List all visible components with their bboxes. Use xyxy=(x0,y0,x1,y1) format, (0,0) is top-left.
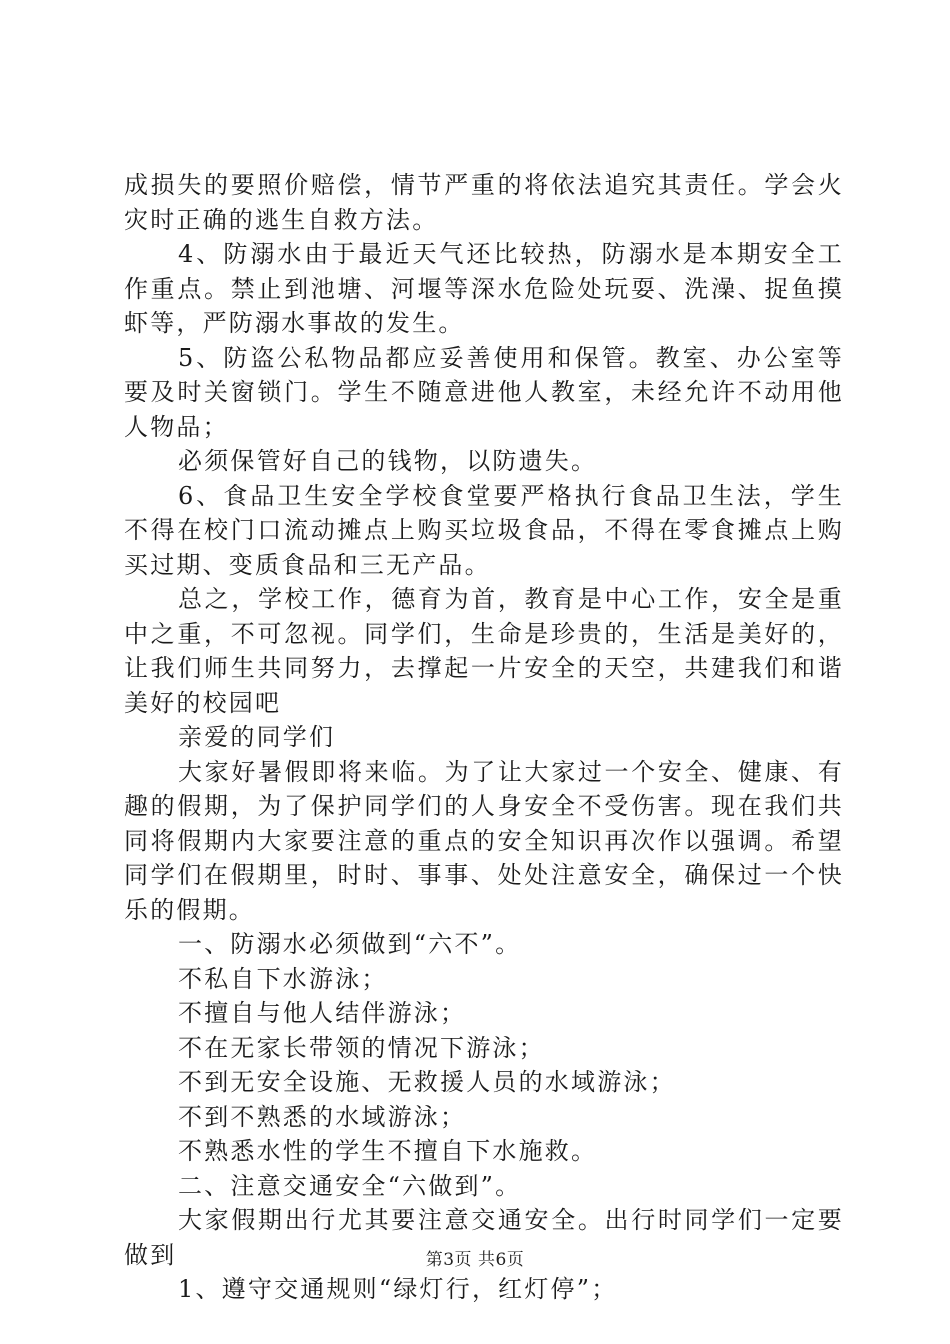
document-body xyxy=(124,168,844,1307)
paragraph-17: 大家假期出行尤其要注意交通安全。出行时同学们一定要做到 xyxy=(124,1206,844,1269)
paragraph-10: 不私自下水游泳； xyxy=(178,964,388,993)
paragraph-16: 二、注意交通安全“六做到”。 xyxy=(178,1171,522,1200)
paragraph-2: 4、防溺水由于最近天气还比较热，防溺水是本期安全工作重点。禁止到池塘、河堰等深水危险处玩耍、洗澡、捉鱼摸虾等，严防溺水事故的发生。 xyxy=(124,240,844,337)
paragraph-7: 亲爱的同学们 xyxy=(178,723,336,751)
paragraph-18: 1、遵守交通规则“绿灯行，红灯停”； xyxy=(178,1275,618,1303)
paragraph-15: 不熟悉水性的学生不擅自下水施救。 xyxy=(178,1137,598,1165)
paragraph-12: 不在无家长带领的情况下游泳； xyxy=(178,1033,545,1062)
paragraph-6: 总之，学校工作，德育为首，教育是中心工作，安全是重中之重，不可忽视。同学们，生命是珍贵的，生活是美好的，让我们师生共同努力，去撑起一片安全的天空，共建我们和谐美好的校园吧 xyxy=(124,585,844,717)
paragraph-3: 5、防盗公私物品都应妥善使用和保管。教室、办公室等要及时关窗锁门。学生不随意进他人教室，未经允许不动用他人物品； xyxy=(124,343,844,441)
paragraph-11: 不擅自与他人结伴游泳； xyxy=(178,999,467,1027)
page-number-label: 第3页 共6页 xyxy=(425,1250,525,1270)
paragraph-8: 大家好暑假即将来临。为了让大家过一个安全、健康、有趣的假期，为了保护同学们的人身安全不受伤害。现在我们共同将假期内大家要注意的重点的安全知识再次作以强调。希望同学们在假期里，时时、事事、处处注意安全，确保过一个快乐的假期。 xyxy=(124,757,844,924)
paragraph-9: 一、防溺水必须做到“六不”。 xyxy=(178,930,522,958)
paragraph-1: 成损失的要照价赔偿，情节严重的将依法追究其责任。学会火灾时正确的逃生自救方法。 xyxy=(124,171,844,234)
paragraph-13: 不到无安全设施、无救援人员的水域游泳； xyxy=(178,1068,676,1096)
paragraph-5: 6、食品卫生安全学校食堂要严格执行食品卫生法，学生不得在校门口流动摊点上购买垃圾食品，不得在零食摊点上购买过期、变质食品和三无产品。 xyxy=(124,481,844,579)
paragraph-4: 必须保管好自己的钱物，以防遗失。 xyxy=(178,447,598,475)
paragraph-14: 不到不熟悉的水域游泳； xyxy=(178,1102,467,1131)
page-footer xyxy=(0,1245,950,1270)
